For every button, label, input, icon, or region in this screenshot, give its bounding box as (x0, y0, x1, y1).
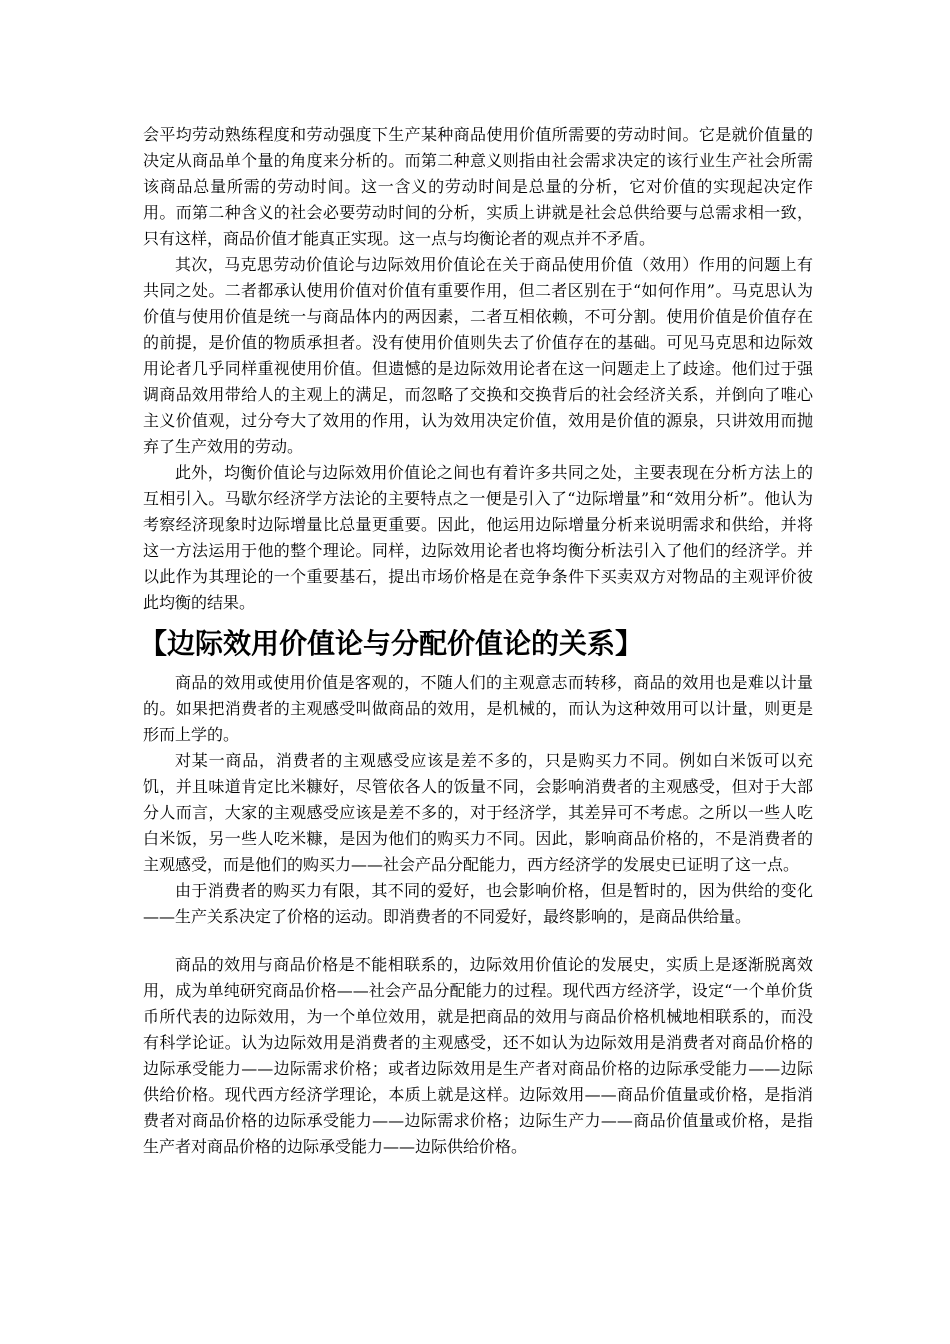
paragraph: 对某一商品，消费者的主观感受应该是差不多的，只是购买力不同。例如白米饭可以充饥，并且味道肯定比米糠好，尽管依各人的饭量不同，会影响消费者的主观感受，但对于大部分人而言，大家的主观感受应该是差不多的，对于经济学，其差异可不考虑。之所以一些人吃白米饭，另一些人吃米糠，是因为他们的购买力不同。因此，影响商品价格的，不是消费者的主观感受，而是他们的购买力——社会产品分配能力，西方经济学的发展史已证明了这一点。 (143, 751, 813, 874)
paragraph-continued: 会平均劳动熟练程度和劳动强度下生产某种商品使用价值所需要的劳动时间。它是就价值量的决定从商品单个量的角度来分析的。而第二种意义则指由社会需求决定的该行业生产社会所需该商品总量所需的劳动时间。这一含义的劳动时间是总量的分析，它对价值的实现起决定作用。而第二种含义的社会必要劳动时间的分析，实质上讲就是社会总供给要与总需求相一致，只有这样，商品价值才能真正实现。这一点与均衡论者的观点并不矛盾。 (143, 125, 813, 248)
document-body (139, 122, 813, 1160)
paragraph: 由于消费者的购买力有限，其不同的爱好，也会影响价格，但是暂时的，因为供给的变化——生产关系决定了价格的运动。即消费者的不同爱好，最终影响的，是商品供给量。 (143, 881, 813, 926)
section-heading: 【边际效用价值论与分配价值论的关系】 (139, 627, 644, 660)
paragraph: 商品的效用或使用价值是客观的，不随人们的主观意志而转移，商品的效用也是难以计量的。如果把消费者的主观感受叫做商品的效用，是机械的，而认为这种效用可以计量，则更是形而上学的。 (143, 673, 813, 744)
paragraph: 其次，马克思劳动价值论与边际效用价值论在关于商品使用价值（效用）作用的问题上有共同之处。二者都承认使用价值对价值有重要作用，但二者区别在于“如何作用”。马克思认为价值与使用价值是统一与商品体内的两因素，二者互相依赖，不可分割。使用价值是价值存在的前提，是价值的物质承担者。没有使用价值则失去了价值存在的基础。可见马克思和边际效用论者几乎同样重视使用价值。但遗憾的是边际效用论者在这一问题走上了歧途。他们过于强调商品效用带给人的主观上的满足，而忽略了交换和交换背后的社会经济关系，并倒向了唯心主义价值观，过分夸大了效用的作用，认为效用决定价值，效用是价值的源泉，只讲效用而抛弃了生产效用的劳动。 (143, 255, 813, 456)
paragraph: 此外，均衡价值论与边际效用价值论之间也有着许多共同之处，主要表现在分析方法上的互相引入。马歇尔经济学方法论的主要特点之一便是引入了“边际增量”和“效用分析”。他认为考察经济现象时边际增量比总量更重要。因此，他运用边际增量分析来说明需求和供给，并将这一方法运用于他的整个理论。同样，边际效用论者也将均衡分析法引入了他们的经济学。并以此作为其理论的一个重要基石，提出市场价格是在竞争条件下买卖双方对物品的主观评价彼此均衡的结果。 (143, 463, 813, 612)
blank-line (143, 930, 813, 952)
paragraph: 商品的效用与商品价格是不能相联系的，边际效用价值论的发展史，实质上是逐渐脱离效用，成为单纯研究商品价格——社会产品分配能力的过程。现代西方经济学，设定“一个单价货币所代表的边际效用，为一个单位效用，就是把商品的效用与商品价格机械地相联系的，而没有科学论证。认为边际效用是消费者的主观感受，还不如认为边际效用是消费者对商品价格的边际承受能力——边际需求价格；或者边际效用是生产者对商品价格的边际承受能力——边际供给价格。现代西方经济学理论，本质上就是这样。边际效用——商品价值量或价格，是指消费者对商品价格的边际承受能力——边际需求价格；边际生产力——商品价值量或价格，是指生产者对商品价格的边际承受能力——边际供给价格。 (143, 955, 813, 1156)
